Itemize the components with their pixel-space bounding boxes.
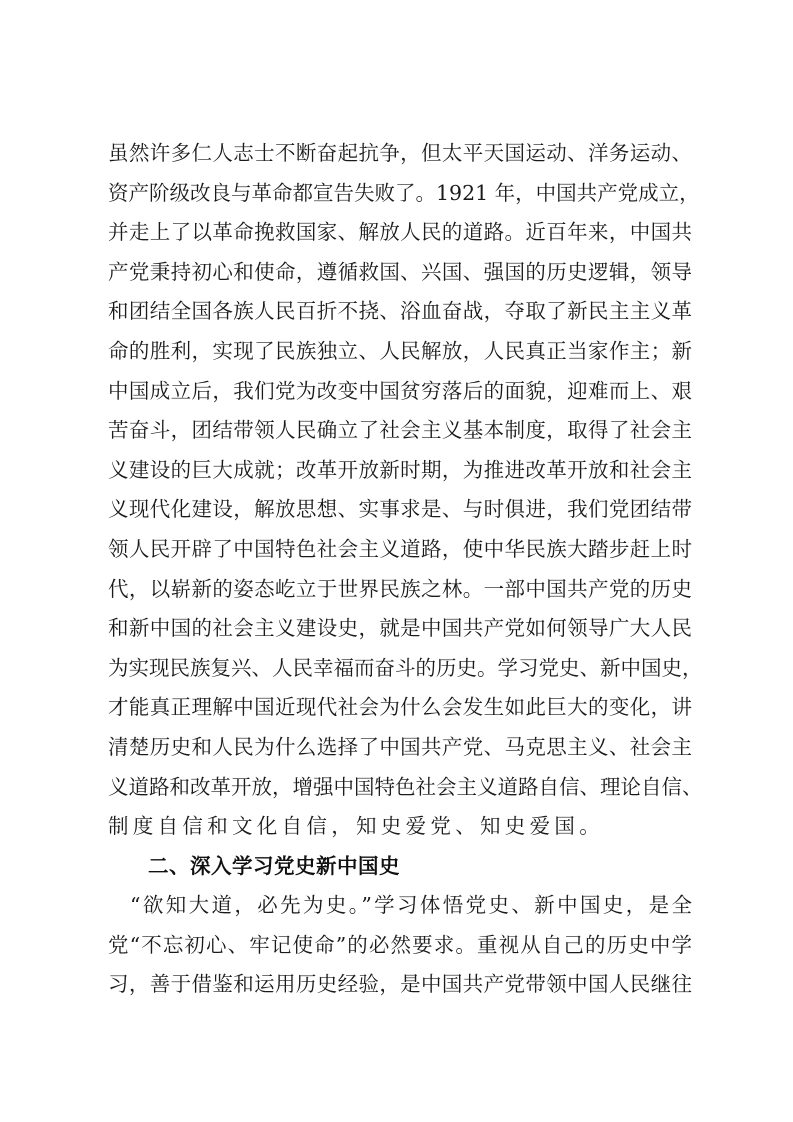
- text-line: 中国成立后，我们党为改变中国贫穷落后的面貌，迎难而上、艰: [108, 378, 692, 403]
- text-line: 和团结全国各族人民百折不挠、浴血奋战，夺取了新民主主义革: [108, 299, 692, 324]
- text-line: 才能真正理解中国近现代社会为什么会发生如此巨大的变化，讲: [108, 695, 692, 720]
- text-line: 为实现民族复兴、人民幸福而奋斗的历史。学习党史、新中国史，: [108, 655, 703, 680]
- document-body: [108, 134, 703, 1005]
- text-line: 并走上了以革命挽救国家、解放人民的道路。近百年来，中国共: [108, 220, 692, 245]
- text-line: 和新中国的社会主义建设史，就是中国共产党如何领导广大人民: [108, 616, 692, 641]
- text-line: 虽然许多仁人志士不断奋起抗争，但太平天国运动、洋务运动、: [108, 141, 692, 165]
- text-line: 制度自信和文化自信，知史爱党、知史爱国。: [108, 814, 604, 839]
- text-line: 清楚历史和人民为什么选择了中国共产党、马克思主义、社会主: [108, 734, 692, 759]
- text-line: 义现代化建设，解放思想、实事求是、与时俱进，我们党团结带: [108, 497, 692, 522]
- text-line: “欲知大道，必先为史。”学习体悟党史、新中国史，是全: [130, 893, 692, 918]
- text-line: 习，善于借鉴和运用历史经验，是中国共产党带领中国人民继往: [108, 972, 692, 997]
- paragraph-history-overview: [108, 134, 703, 847]
- text-line: 命的胜利，实现了民族独立、人民解放，人民真正当家作主；新: [108, 338, 692, 363]
- text-line: 产党秉持初心和使命，遵循救国、兴国、强国的历史逻辑，领导: [108, 259, 692, 284]
- text-line: 苦奋斗，团结带领人民确立了社会主义基本制度，取得了社会主: [108, 418, 692, 443]
- text-line: 代，以崭新的姿态屹立于世界民族之林。一部中国共产党的历史: [108, 576, 692, 601]
- paragraph-study-history: [108, 886, 692, 1005]
- text-line: 资产阶级改良与革命都宣告失败了。1921 年，中国共产党成立，: [108, 180, 700, 205]
- text-line: 领人民开辟了中国特色社会主义道路，使中华民族大踏步赶上时: [108, 536, 692, 561]
- text-line: 义道路和改革开放，增强中国特色社会主义道路自信、理论自信、: [108, 774, 703, 799]
- text-line: 党“不忘初心、牢记使命”的必然要求。重视从自己的历史中学: [108, 932, 692, 957]
- section-heading: 二、深入学习党史新中国史: [148, 853, 400, 878]
- text-line: 义建设的巨大成就；改革开放新时期，为推进改革开放和社会主: [108, 457, 692, 482]
